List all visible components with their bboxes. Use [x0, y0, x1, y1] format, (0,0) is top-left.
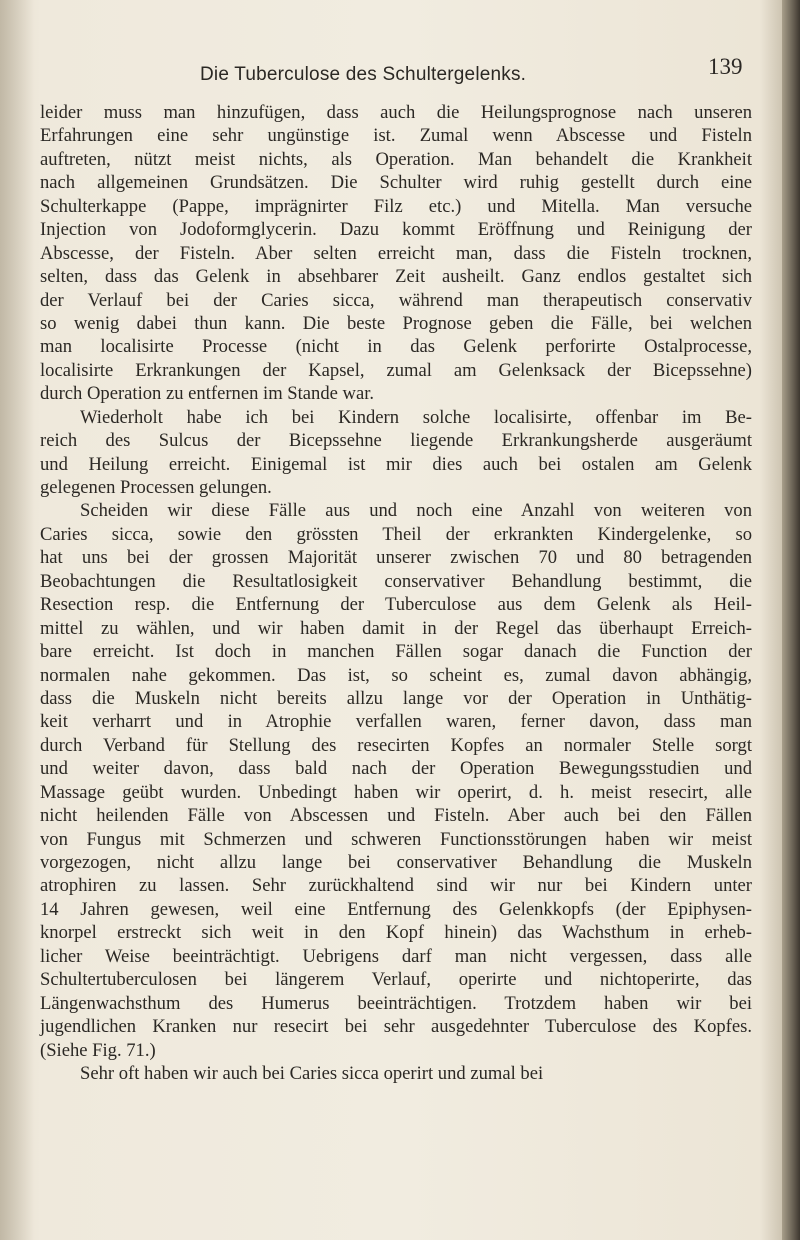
- text-line: Schultertuberculosen bei längerem Verlauf, operirte und nichtoperirte, das: [40, 969, 752, 991]
- text-line: Injection von Jodoformglycerin. Dazu kommt Eröffnung und Reinigung der: [40, 219, 752, 241]
- text-line: auftreten, nützt meist nichts, als Operation. Man behandelt die Krankheit: [40, 148, 752, 170]
- text-line: selten, dass das Gelenk in absehbarer Zeit ausheilt. Ganz endlos gestaltet sich: [40, 266, 752, 288]
- text-line: der Verlauf bei der Caries sicca, während man therapeutisch conservativ: [40, 289, 752, 311]
- text-line: Wiederholt habe ich bei Kindern solche localisirte, offenbar im Be-: [80, 406, 752, 428]
- text-line: so wenig dabei thun kann. Die beste Prognose geben die Fälle, bei welchen: [40, 312, 752, 334]
- text-line: knorpel erstreckt sich weit in den Kopf hinein) das Wachsthum in erheb-: [40, 922, 752, 944]
- text-line: atrophiren zu lassen. Sehr zurückhaltend sind wir nur bei Kindern unter: [40, 875, 752, 897]
- text-line: Abscesse, der Fisteln. Aber selten erreicht man, dass die Fisteln trocknen,: [40, 242, 752, 264]
- text-line: Resection resp. die Entfernung der Tuberculose aus dem Gelenk als Heil-: [40, 594, 752, 616]
- text-line: leider muss man hinzufügen, dass auch die Heilungsprognose nach unseren: [40, 102, 752, 123]
- text-line: durch Verband für Stellung des resecirten Kopfes an normaler Stelle sorgt: [40, 734, 752, 756]
- text-line: gelegenen Processen gelungen.: [40, 477, 272, 498]
- text-line: reich des Sulcus der Bicepssehne liegende Erkrankungsherde ausgeräumt: [40, 430, 752, 452]
- text-line: bare erreicht. Ist doch in manchen Fällen sogar danach die Function der: [40, 641, 752, 663]
- text-line: Beobachtungen die Resultatlosigkeit conservativer Behandlung bestimmt, die: [40, 570, 752, 592]
- text-line: localisirte Erkrankungen der Kapsel, zumal am Gelenksack der Bicepssehne): [40, 359, 752, 381]
- text-line: dass die Muskeln nicht bereits allzu lange vor der Operation in Unthätig-: [40, 687, 752, 709]
- text-line: Massage geübt wurden. Unbedingt haben wir operirt, d. h. meist resecirt, alle: [40, 781, 752, 803]
- page-header: [0, 54, 800, 94]
- text-line: (Siehe Fig. 71.): [40, 1039, 156, 1061]
- text-line: licher Weise beeinträchtigt. Uebrigens darf man nicht vergessen, dass alle: [40, 945, 752, 967]
- body-text: [40, 101, 752, 1085]
- text-line: 14 Jahren gewesen, weil eine Entfernung des Gelenkkopfs (der Epiphysen-: [40, 898, 752, 920]
- text-line: und weiter davon, dass bald nach der Operation Bewegungsstudien und: [40, 758, 752, 780]
- text-line: mittel zu wählen, und wir haben damit in der Regel das überhaupt Erreich-: [40, 617, 752, 639]
- text-line: Caries sicca, sowie den grössten Theil der erkrankten Kindergelenke, so: [40, 523, 752, 545]
- text-line: vorgezogen, nicht allzu lange bei conservativer Behandlung die Muskeln: [40, 852, 752, 873]
- text-line: man localisirte Processe (nicht in das Gelenk perforirte Ostalprocesse,: [40, 336, 752, 358]
- page-edge: [782, 0, 800, 1240]
- text-line: nach allgemeinen Grundsätzen. Die Schulter wird ruhig gestellt durch eine: [40, 172, 752, 194]
- text-line: Schulterkappe (Pappe, imprägnirter Filz etc.) und Mitella. Man versuche: [40, 195, 752, 217]
- text-line: von Fungus mit Schmerzen und schweren Functionsstörungen haben wir meist: [40, 828, 752, 850]
- text-line: nicht heilenden Fälle von Abscessen und Fisteln. Aber auch bei den Fällen: [40, 805, 752, 827]
- running-title: Die Tuberculose des Schultergelenks.: [200, 64, 527, 85]
- text-line: Längenwachsthum des Humerus beeinträchtigen. Trotzdem haben wir bei: [40, 992, 752, 1014]
- page-number: 139: [708, 54, 743, 79]
- page-gutter-shadow: [0, 0, 34, 1240]
- text-line: und Heilung erreicht. Einigemal ist mir dies auch bei ostalen am Gelenk: [40, 453, 752, 475]
- text-line: keit verharrt und in Atrophie verfallen waren, ferner davon, dass man: [40, 711, 752, 733]
- text-line: Erfahrungen eine sehr ungünstige ist. Zumal wenn Abscesse und Fisteln: [40, 125, 752, 147]
- text-line: hat uns bei der grossen Majorität unserer zwischen 70 und 80 betragenden: [40, 547, 752, 569]
- text-line: durch Operation zu entfernen im Stande war.: [40, 383, 375, 405]
- text-line: Scheiden wir diese Fälle aus und noch eine Anzahl von weiteren von: [80, 500, 752, 522]
- text-line: normalen nahe gekommen. Das ist, so scheint es, zumal davon abhängig,: [40, 664, 752, 686]
- text-line: jugendlichen Kranken nur resecirt bei sehr ausgedehnter Tuberculose des Kopfes.: [40, 1016, 752, 1038]
- text-line: Sehr oft haben wir auch bei Caries sicca operirt und zumal bei: [80, 1062, 544, 1084]
